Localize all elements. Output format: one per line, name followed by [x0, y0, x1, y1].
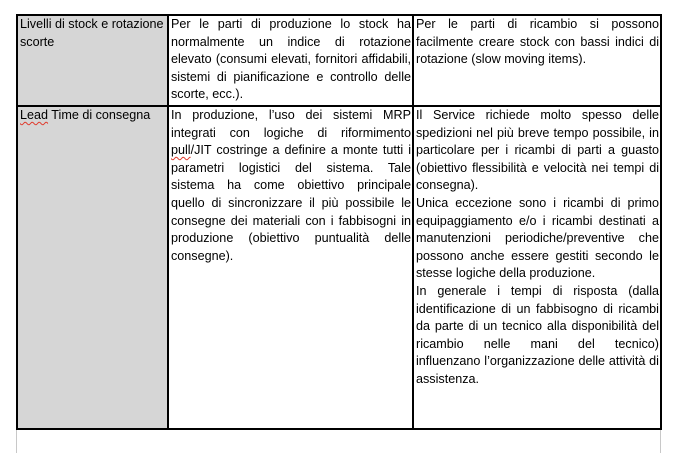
page-margin-line	[16, 430, 17, 453]
cell-service-lead-time	[413, 106, 661, 429]
cell-service-stock	[413, 15, 661, 106]
row-label-text: Livelli di stock e rotazione scorte	[20, 17, 164, 49]
cell-paragraph: Unica eccezione sono i ricambi di primo equipaggiamento e/o i ricambi destinati a manutenzioni periodiche/preventive che possono anche essere gestiti secondo le stesse logiche della produzione.	[416, 195, 659, 281]
misspelled-word: pull	[171, 143, 191, 158]
comparison-table	[16, 14, 662, 430]
text-run: In produzione, l’uso dei sistemi MRP integrati con logiche di riformimento	[171, 108, 411, 140]
text-run: /JIT costringe a definire a monte tutti i parametri logistici del sistema. Tale sistema ha come obiettivo principale quello di sincronizzare il più possibile le consegne dei materiali con i fabbisogni in produzione (obiettivo puntualità delle consegne).	[171, 143, 411, 263]
page-margin-line	[660, 430, 661, 453]
cell-production-lead-time	[168, 106, 413, 429]
cell-paragraph: Per le parti di produzione lo stock ha normalmente un indice di rotazione elevato (consumi elevati, fornitori affidabili, sistemi di pianificazione e controllo delle scorte, ecc.).	[171, 17, 411, 102]
cell-production-stock	[168, 15, 413, 106]
row-label-stock	[17, 15, 168, 106]
cell-paragraph: In generale i tempi di risposta (dalla identificazione di un fabbisogno di ricambi da parte di un tecnico alla disponibilità del ricambio nelle mani del tecnico) influenzano l’organizzazione delle attività di assistenza.	[416, 283, 659, 386]
row-label-lead-time	[17, 106, 168, 429]
cell-paragraph	[171, 107, 411, 265]
cell-paragraph: Il Service richiede molto spesso delle spedizioni nel più breve tempo possibile, in particolare per i ricambi di parti a guasto (obiettivo flessibilità e velocità nei tempi di consegna).	[416, 108, 659, 193]
misspelled-word: Lead	[20, 108, 49, 122]
row-label-text: Time di consegna	[48, 108, 151, 122]
table-row	[17, 15, 661, 106]
table-row	[17, 106, 661, 429]
cell-paragraph: Per le parti di ricambio si possono facilmente creare stock con bassi indici di rotazione (slow moving items).	[416, 17, 659, 67]
